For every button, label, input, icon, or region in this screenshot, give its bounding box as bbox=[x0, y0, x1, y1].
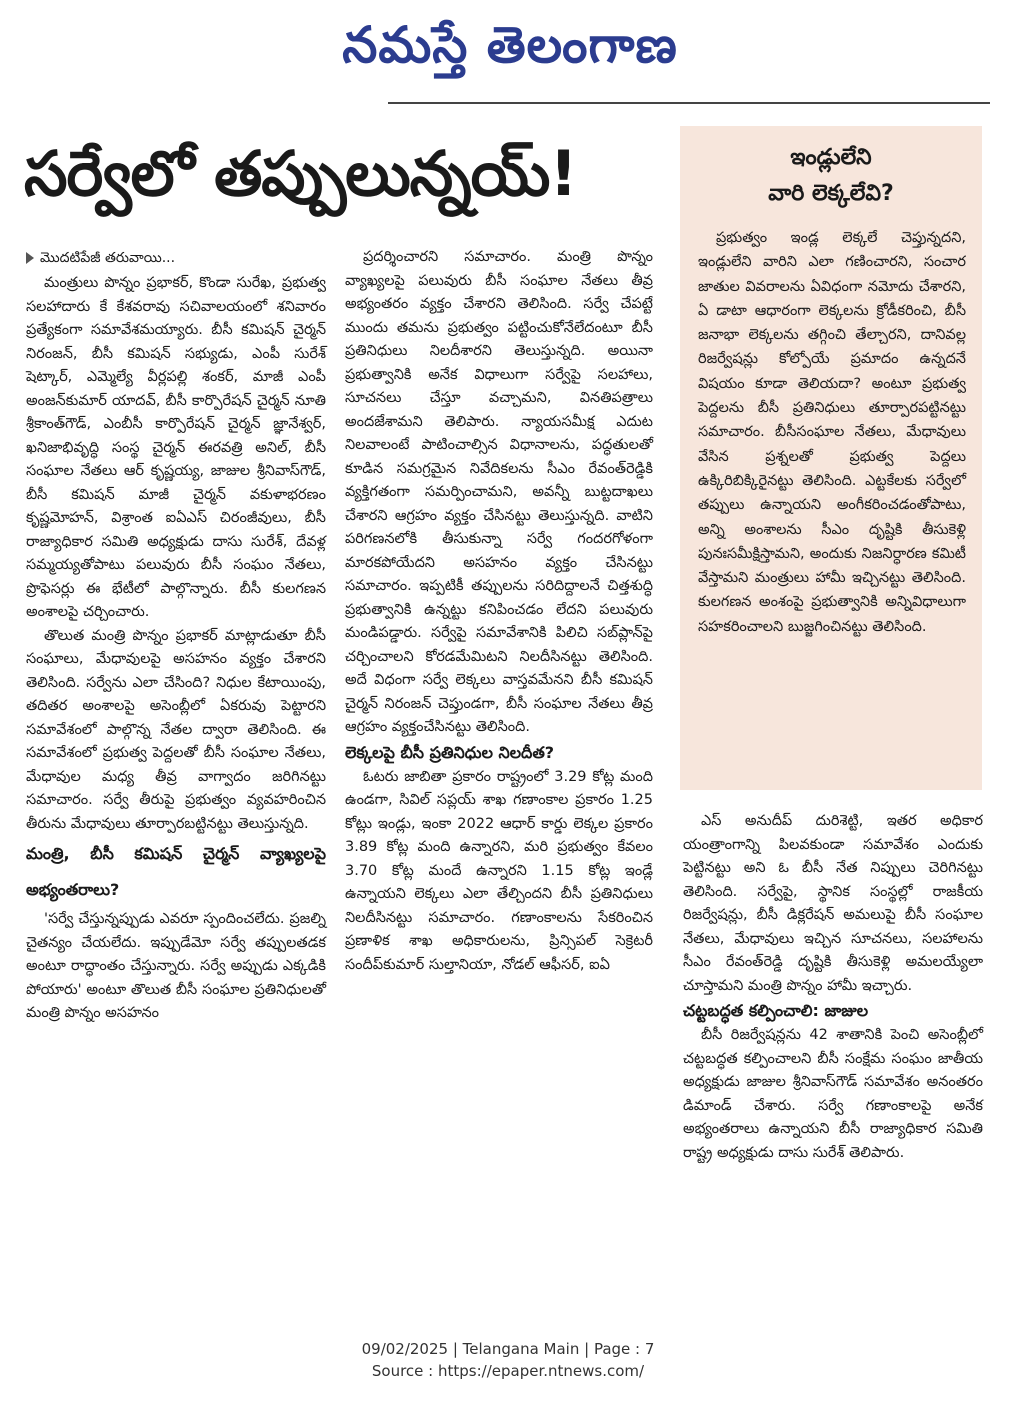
sidebar-body: ప్రభుత్వం ఇండ్ల లెక్కలే చెప్తున్నదని, ఇండ్లులేని వారిని ఎలా గణించారని, సంచార జాతుల వివరాలను ఏవిధంగా నమోదు చేశారని, ఏ డాటా ఆధారంగా లెక్కలను క్రోడీకరించి, బీసీ జనాభా లెక్కలను తగ్గించి తేల్చారని, దానివల్ల రిజర్వేషన్లు కోల్పోయే ప్రమాదం ఉన్నదనే విషయం కూడా తెలియదా? అంటూ ప్రభుత్వ పెద్దలను బీసీ ప్రతినిధులు తూర్పారపట్టినట్టు సమాచారం. బీసీసంఘాల నేతలు, మేధావులు వేసిన ప్రశ్నలతో ప్రభుత్వ పెద్దలు ఉక్కిరిబిక్కిరైనట్టు తెలిసింది. ఎట్టకేలకు సర్వేలో తప్పులు ఉన్నాయని అంగీకరించడంతోపాటు, అన్ని అంశాలను సీఎం దృష్టికి తీసుకెళ్లి పునఃసమీక్షిస్తామని, అందుకు నిజనిర్ధారణ కమిటీ వేస్తామని మంత్రులు హామీ ఇచ్చినట్టు తెలిసింది. కులగణన అంశంపై ప్రభుత్వానికి అన్నివిధాలుగా సహకరించాలని బుజ్జగించినట్టు తెలిసింది. bbox=[698, 230, 966, 635]
article-paragraph: మంత్రులు పొన్నం ప్రభాకర్, కొండా సురేఖ, ప్రభుత్వ సలహాదారు కే కేశవరావు సచివాలయంలో శనివారం ప్రత్యేకంగా సమావేశమయ్యారు. బీసీ కమిషన్ చైర్మన్ నిరంజన్, బీసీ కమిషన్ సభ్యుడు, ఎంపీ సురేశ్ షెట్కార్, ఎమ్మెల్యే వీర్లపల్లి శంకర్, మాజీ ఎంపీ అంజన్‌కుమార్ యాదవ్, బీసీ కార్పొరేషన్ చైర్మన్ నూతి శ్రీకాంత్‌గౌడ్, ఎంబీసీ కార్పొరేషన్ చైర్మన్ జ్ఞానేశ్వర్, ఖనిజాభివృద్ధి సంస్థ చైర్మన్ ఈరవత్రి అనిల్, బీసీ సంఘాల నేతలు ఆర్ కృష్ణయ్య, జాజుల శ్రీనివాస్‌గౌడ్, బీసీ కమిషన్ మాజీ చైర్మన్ వకుళాభరణం కృష్ణమోహన్, విశ్రాంత ఐఏఎస్ చిరంజీవులు, బీసీ రాజ్యాధికార సమితి అధ్యక్షుడు దాసు సురేశ్, దేవళ్ల సమ్మయ్యతోపాటు పలువురు బీసీ సంఘం నేతలు, ప్రొఫెసర్లు ఈ భేటీలో పాల్గొన్నారు. బీసీ కులగణన అంశాలపై చర్చించారు. bbox=[26, 275, 326, 620]
article-paragraph: 'సర్వే చేస్తున్నప్పుడు ఎవరూ స్పందించలేదు. ప్రజల్ని చైతన్యం చేయలేదు. ఇప్పుడేమో సర్వే తప్పులతడక అంటూ రాద్ధాంతం చేస్తున్నారు. సర్వే అప్పుడు ఎక్కడికి పోయారు' అంటూ తొలుత బీసీ సంఘాల ప్రతినిధులతో మంత్రి పొన్నం అసహనం bbox=[26, 911, 326, 1021]
continued-from-front-page bbox=[26, 246, 326, 270]
jump-label: మొదటిపేజీ తరువాయి... bbox=[40, 250, 176, 266]
section-subhead: చట్టబద్ధత కల్పించాలి: జాజుల bbox=[683, 1001, 869, 1020]
section-subhead: లెక్కలపై బీసీ ప్రతినిధుల నిలదీత? bbox=[345, 742, 555, 762]
article-paragraph: ప్రదర్శించారని సమాచారం. మంత్రి పొన్నం వ్యాఖ్యలపై పలువురు బీసీ సంఘాల నేతలు తీవ్ర అభ్యంతరం వ్యక్తం చేశారని తెలిసింది. సర్వే చేపట్టే ముందు తమను ప్రభుత్వం పట్టించుకోనేలేదంటూ బీసీ ప్రతినిధులు నిలదీశారని తెలుస్తున్నది. అయినా ప్రభుత్వానికి అనేక విధాలుగా సర్వేపై సలహాలు, సూచనలు చేస్తూ వచ్చామని, వినతిపత్రాలు అందజేశామని తెలిపారు. న్యాయసమీక్ష ఎదుట నిలవాలంటే పాటించాల్సిన విధానాలను, పద్ధతులతో కూడిన సమగ్రమైన నివేదికలను సీఎం రేవంత్‌రెడ్డికి వ్యక్తిగతంగా సమర్పించామని, అవన్నీ బుట్టదాఖలు చేశారని ఆగ్రహం వ్యక్తం చేసినట్టు తెలుస్తున్నది. వాటిని పరిగణనలోకి తీసుకున్నా సర్వే గందరగోళంగా మారకపోయేదని అసహనం వ్యక్తం చేసినట్టు సమాచారం. ఇప్పటికీ తప్పులను సరిదిద్దాలనే చిత్తశుద్ధి ప్రభుత్వానికి ఉన్నట్టు కనిపించడం లేదని పలువురు మండిపడ్డారు. సర్వేపై సమావేశానికి పిలిచి సబ్‌ప్లాన్‌పై చర్చించాలని కోరడమేమిటని నిలదీసినట్టు తెలిసింది. అదే విధంగా సర్వే లెక్కలు వాస్తవమేనని బీసీ కమిషన్ చైర్మన్ నిరంజన్ చెప్తుండగా, బీసీ సంఘాల నేతలు తీవ్ర ఆగ్రహం వ్యక్తంచేసినట్టు తెలిసింది. bbox=[345, 249, 653, 735]
footer-date-page: 09/02/2025 | Telangana Main | Page : 7 bbox=[361, 1340, 655, 1358]
article-paragraph: ఎస్ అనుదీప్ దురిశెట్టి, ఇతర అధికార యంత్రాంగాన్ని పిలవకుండా సమావేశం ఎందుకు పెట్టినట్టు అని ఓ బీసీ నేత నిప్పులు చెరిగినట్టు తెలిసింది. సర్వేపై, స్థానిక సంస్థల్లో రాజకీయ రిజర్వేషన్లు, బీసీ డిక్లరేషన్ అమలుపై బీసీ సంఘాల నేతలు, మేధావులు ఇచ్చిన సూచనలు, సలహాలను సీఎం రేవంత్‌రెడ్డి దృష్టికి తీసుకెళ్లి అమలయ్యేలా చూస్తామని మంత్రి పొన్నం హామీ ఇచ్చారు. bbox=[683, 813, 983, 994]
arrow-right-icon bbox=[26, 252, 34, 264]
sidebar-title-line: వారి లెక్కలేవి? bbox=[768, 181, 894, 206]
article-paragraph: ఓటరు జాబితా ప్రకారం రాష్ట్రంలో 3.29 కోట్ల మంది ఉండగా, సివిల్ సప్లయ్ శాఖ గణాంకాల ప్రకారం 1.25 కోట్లు ఇండ్లు, ఇంకా 2022 ఆధార్ కార్డు లెక్కల ప్రకారం 3.89 కోట్ల మంది ఉన్నారని, మరి ప్రభుత్వం కేవలం 3.70 కోట్ల మందే ఉన్నారని 1.15 కోట్ల ఇండ్లే ఉన్నాయని లెక్కలు ఎలా తేల్చిందని బీసీ ప్రతినిధులు నిలదీసినట్టు సమాచారం. గణాంకాలను సేకరించిన ప్రణాళిక శాఖ అధికారులను, ప్రిన్సిపల్ సెక్రెటరీ సందీప్‌కుమార్ సుల్తానియా, నోడల్ ఆఫీసర్, ఐఏ bbox=[345, 768, 653, 973]
article-paragraph: బీసీ రిజర్వేషన్లను 42 శాతానికి పెంచి అసెంబ్లీలో చట్టబద్ధత కల్పించాలని బీసీ సంక్షేమ సంఘం జాతీయ అధ్యక్షుడు జాజుల శ్రీనివాస్‌గౌడ్ సమావేశం అనంతరం డిమాండ్ చేశారు. సర్వే గణాంకాలపై అనేక అభ్యంతరాలు ఉన్నాయని బీసీ రాజ్యాధికార సమితి రాష్ట్ర అధ్యక్షుడు దాసు సురేశ్ తెలిపారు. bbox=[683, 1027, 983, 1161]
article-column-1 bbox=[26, 246, 326, 1026]
headline: సర్వేలో తప్పులున్నయ్! bbox=[24, 137, 577, 210]
masthead-logo: నమస్తే తెలంగాణ bbox=[342, 15, 678, 74]
article-paragraph: తొలుత మంత్రి పొన్నం ప్రభాకర్ మాట్లాడుతూ బీసీ సంఘాలు, మేధావులపై అసహనం వ్యక్తం చేశారని తెలిసింది. సర్వేను ఎలా చేసింది? నిధుల కేటాయింపు, తదితర అంశాలపై అసెంబ్లీలో ఏకరువు పెట్టారని సమావేశంలో పాల్గొన్న నేతల ద్వారా తెలిసింది. ఈ సమావేశంలో ప్రభుత్వ పెద్దలతో బీసీ సంఘాల నేతలు, మేధావుల మధ్య తీవ్ర వాగ్వాదం జరిగినట్టు సమాచారం. సర్వే తీరుపై ప్రభుత్వం వ్యవహరించిన తీరును మేధావులు తూర్పారబట్టినట్టు తెలుస్తున్నది. bbox=[26, 627, 326, 832]
footer-source: Source : https://epaper.ntnews.com/ bbox=[371, 1362, 645, 1380]
sidebar-title bbox=[680, 140, 982, 212]
article-column-3 bbox=[683, 810, 983, 1165]
article-column-2 bbox=[345, 246, 653, 977]
section-subhead: మంత్రి, బీసీ కమిషన్ చైర్మన్ వ్యాఖ్యలపై అభ్యంతరాలు? bbox=[26, 844, 326, 899]
sidebar-title-line: ఇండ్లులేని bbox=[790, 145, 872, 170]
masthead-rule bbox=[388, 102, 990, 104]
sidebar-box bbox=[680, 126, 982, 790]
